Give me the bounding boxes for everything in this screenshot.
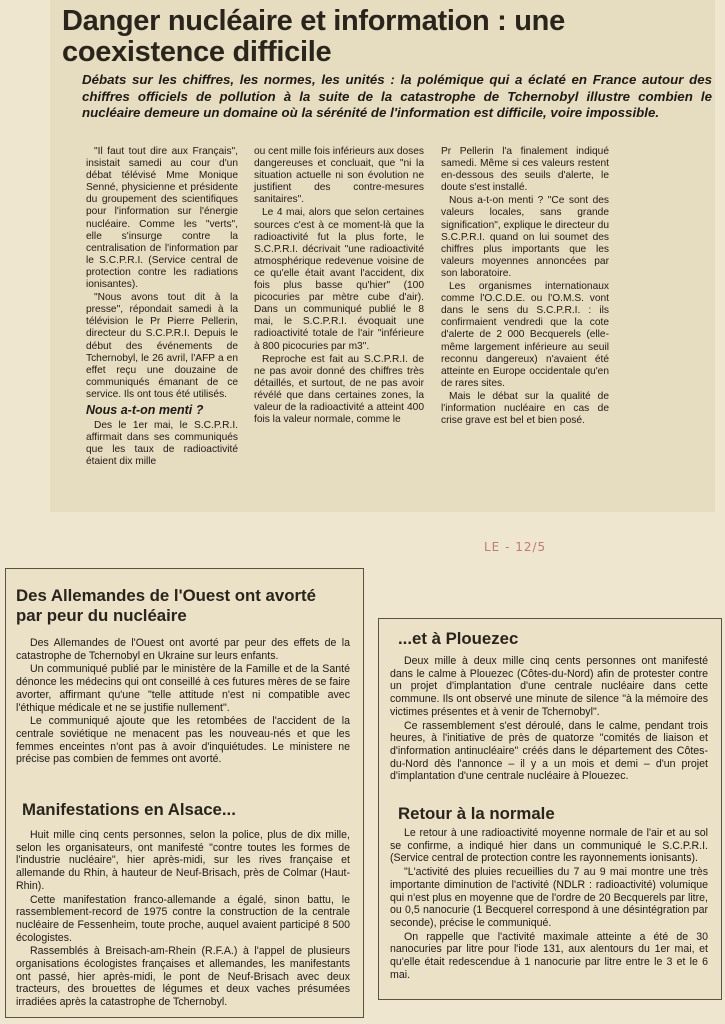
paragraph: Huit mille cinq cents personnes, selon la police, plus de dix mille, selon les organisateurs, ont manifesté "contre toutes les formes de l'industrie nucléaire", hier après-midi, sur les rives française et allemande du Rhin, à hauteur de Neuf-Brisach, près de Colmar (Haut-Rhin). <box>16 829 350 892</box>
right-article-title: ...et à Plouezec <box>398 629 519 648</box>
top-column-2 <box>254 146 424 427</box>
paragraph: Reproche est fait au S.C.P.R.I. de ne pas avoir donné des chiffres très détaillés, et surtout, de ne pas avoir révélé que dans certaines zones, la valeur de la radioactivité a atteint 400 fois la valeur normale, comme le <box>254 353 424 426</box>
left-article-title: Des Allemandes de l'Ouest ont avorté par peur du nucléaire <box>16 586 316 625</box>
top-article-title: Danger nucléaire et information : une coexistence difficile <box>62 5 565 68</box>
paragraph: Les organismes internationaux comme l'O.C.D.E. ou l'O.M.S. vont dans le sens du S.C.P.R.I. : ils confirmaient vendredi que la cote d'alerte de 2 000 Becquerels (elle-même largement inférieure au seuil reconnu dangereux) n'avaient été atteinte en Europe occidentale qu'en de rares sites. <box>441 281 609 389</box>
paragraph: ou cent mille fois inférieurs aux doses dangereuses et concluait, que "ni la situation actuelle ni son évolution ne justifient des contre-mesures sanitaires". <box>254 146 424 206</box>
left-article-body <box>16 637 350 767</box>
paragraph: Pr Pellerin l'a finalement indiqué samedi. Même si ces valeurs restent en-dessous des seuils d'alerte, le doute s'est installé. <box>441 146 609 194</box>
subheading: Nous a-t-on menti ? <box>86 402 204 417</box>
top-column-1 <box>86 146 238 469</box>
paragraph: "Nous avons tout dit à la presse", répondait samedi à la télévision le Pr Pierre Pellerin, directeur du S.C.P.R.I. Depuis le début des événements de Tchernobyl, le 26 avril, l'AFP a en effet reçu une douzaine de communiqués émanant de ce service. Ils ont tous été utilisés. <box>86 292 238 400</box>
paragraph: Un communiqué publié par le ministère de la Famille et de la Santé dénonce les médecins qui ont conseillé à ces futures mères de se faire avorter, affirmant qu'une "telle attitude n'est ni compatible avec l'éthique médicale et ne se justifie nullement". <box>16 663 350 714</box>
paragraph: Cette manifestation franco-allemande a égalé, sinon battu, le rassemblement-record de 1975 contre la construction de la centrale nucléaire de Fessenheim, toute proche, auquel avaient participé 8 500 écologistes. <box>16 893 350 944</box>
paragraph: "Il faut tout dire aux Français", insistait samedi au cour d'un débat télévisé Mme Monique Senné, physicienne et présidente du groupement des scientifiques pour l'information sur l'énergie nucléaire. Comme les "verts", elle s'insurge contre la centralisation de l'information par le S.C.P.R.I. (Service central de protection contre les radiations ionisantes). <box>86 146 238 291</box>
top-article-lead: Débats sur les chiffres, les normes, les unités : la polémique qui a éclaté en France autour des chiffres officiels de pollution à la suite de la catastrophe de Tchernobyl illustre combien le nucléaire demeure un domaine où la sérénité de l'information est difficile, voire impossible. <box>82 72 712 120</box>
paragraph: Nous a-t-on menti ? "Ce sont des valeurs locales, sans grande signification", explique le directeur du S.C.P.R.I. quand on lui soumet des chiffres plus importants que les valeurs moyennes annoncées par son laboratoire. <box>441 195 609 279</box>
handwritten-date-note: LE - 12/5 <box>484 540 547 554</box>
paragraph: Mais le débat sur la qualité de l'information nucléaire en cas de crise grave est bel et bien posé. <box>441 390 609 427</box>
paragraph: Deux mille à deux mille cinq cents personnes ont manifesté dans le calme à Plouezec (Côtes-du-Nord) afin de protester contre un projet d'implantation d'une centrale nucléaire dans cette commune. Ils ont observé une minute de silence "à la mémoire des victimes présentes et à venir de Tchernobyl". <box>390 655 708 718</box>
paragraph: Le 4 mai, alors que selon certaines sources c'est à ce moment-là que la radioactivité fut la plus forte, le S.C.P.R.I. décrivait "une radioactivité atmosphérique redevenue voisine de ce qu'elle était avant l'accident, dix fois plus basse qu'hier" (100 picocuries par mètre cube d'air). Dans un communiqué publié le 8 mai, le S.C.P.R.I. évoquait une radioactivité totale de l'air "inférieure à 800 picocuries par m3". <box>254 207 424 352</box>
right-article-body <box>390 655 708 784</box>
right-section-heading: Retour à la normale <box>398 804 555 823</box>
paragraph: Le retour à une radioactivité moyenne normale de l'air et au sol se confirme, a indiqué hier dans un communiqué le S.C.P.R.I. (Service central de protection contre les rayonnements ionisants). <box>390 827 708 865</box>
paragraph: Des Allemandes de l'Ouest ont avorté par peur des effets de la catastrophe de Tchernobyl en Ukraine sur leurs enfants. <box>16 637 350 662</box>
top-column-3 <box>441 146 609 428</box>
paragraph: Des le 1er mai, le S.C.P.R.I. affirmait dans ses communiqués que les taux de radioactivité étaient dix mille <box>86 419 238 468</box>
paragraph: Ce rassemblement s'est déroulé, dans le calme, pendant trois heures, à l'initiative de près de quatorze "comités de liaison et d'information antinucléaire" créés dans le département des Côtes-du-Nord dès l'annonce – il y a un mois et demi – d'un projet d'implantation d'une centrale nucléaire à Plouezec. <box>390 719 708 783</box>
paragraph: Rassemblés à Breisach-am-Rhein (R.F.A.) à l'appel de plusieurs organisations écologistes françaises et allemandes, les manifestants ont passé, hier après-midi, le pont de Neuf-Brisach avec deux tracteurs, des brouettes de légumes et deux vaches présumées irradiées après la catastrophe de Tchernobyl. <box>16 945 350 1009</box>
paragraph: "L'activité des pluies recueillies du 7 au 9 mai montre une très importante diminution de l'activité (NDLR : radioactivité) volumique qui n'est plus en moyenne que de l'ordre de 20 Becquerels par litre, ou 0,5 nanocurie (1 Becquerel correspond à une désintégration par seconde), précise le communiqué. <box>390 866 708 929</box>
left-section-body <box>16 829 350 1010</box>
paragraph: Le communiqué ajoute que les retombées de l'accident de la centrale soviétique ne menacent pas les nouveau-nés et que les femmes enceintes n'ont pas à avoir d'inquiétudes. Le ministere ne précise pas combien de femmes ont avorté. <box>16 715 350 766</box>
paragraph: On rappelle que l'activité maximale atteinte a été de 30 nanocuries par litre pour l'iode 131, aux alentours du 1er mai, et qu'elle était redescendue à 1 nanocurie par litre entre le 3 et le 6 mai. <box>390 930 708 981</box>
right-section-body <box>390 827 708 982</box>
left-section-heading: Manifestations en Alsace... <box>22 800 236 819</box>
